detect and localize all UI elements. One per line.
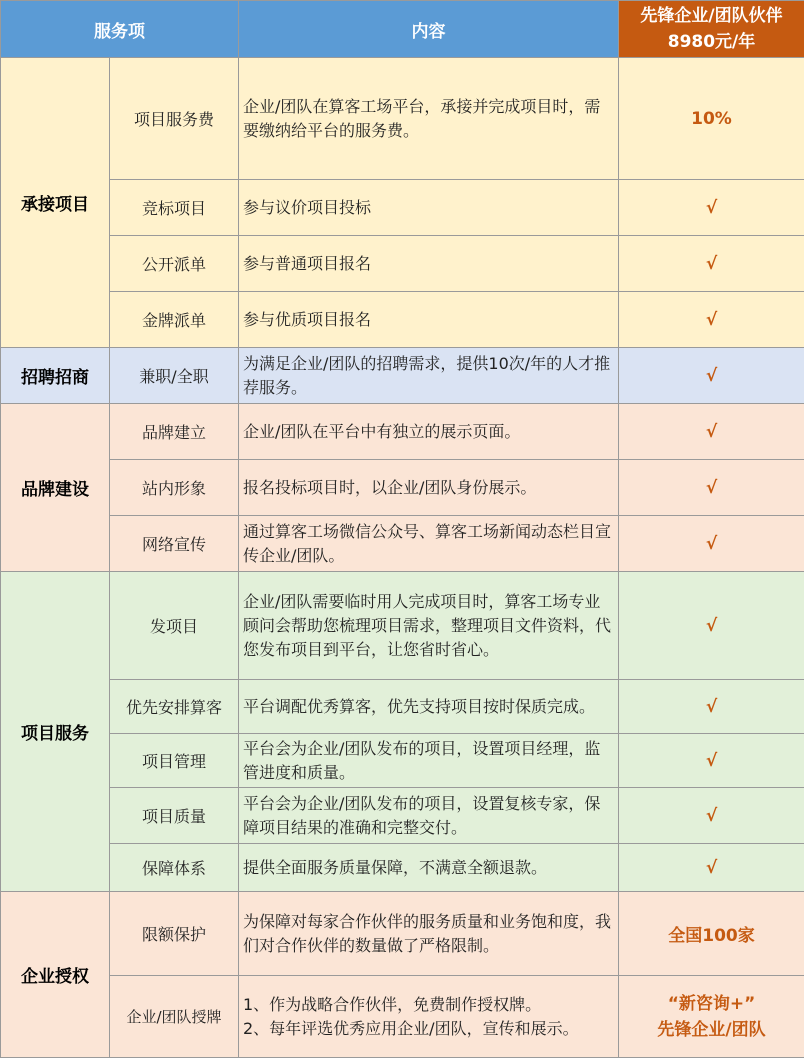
item-name: 优先安排算客 [110,680,239,734]
check-icon: √ [619,572,804,680]
value-line: 先锋企业/团队 [619,1017,804,1043]
check-icon: √ [619,680,804,734]
plan-name: 先锋企业/团队伙伴 [619,3,804,29]
item-desc: 为满足企业/团队的招聘需求，提供10次/年的人才推荐服务。 [239,348,619,404]
check-icon: √ [619,404,804,460]
table-row [1,788,804,844]
header-plan [619,1,804,58]
table-row [1,734,804,788]
table-row [1,516,804,572]
check-icon: √ [619,788,804,844]
item-name: 兼职/全职 [110,348,239,404]
item-desc: 通过算客工场微信公众号、算客工场新闻动态栏目宣传企业/团队。 [239,516,619,572]
category-cell: 承接项目 [1,58,110,348]
item-name: 竞标项目 [110,180,239,236]
table-row [1,976,804,1058]
item-desc: 企业/团队需要临时用人完成项目时，算客工场专业顾问会帮助您梳理项目需求，整理项目文件资料，代您发布项目到平台，让您省时省心。 [239,572,619,680]
table-row [1,844,804,892]
item-desc: 参与普通项目报名 [239,236,619,292]
header-content: 内容 [239,1,619,58]
item-value: 10% [619,58,804,180]
item-desc: 报名投标项目时，以企业/团队身份展示。 [239,460,619,516]
check-icon: √ [619,236,804,292]
check-icon: √ [619,180,804,236]
item-desc: 提供全面服务质量保障，不满意全额退款。 [239,844,619,892]
item-name: 项目质量 [110,788,239,844]
plan-price: 8980元/年 [619,29,804,55]
item-name: 限额保护 [110,892,239,976]
table-row [1,292,804,348]
table-row [1,892,804,976]
table-row [1,236,804,292]
item-name: 公开派单 [110,236,239,292]
item-name: 网络宣传 [110,516,239,572]
item-desc: 参与优质项目报名 [239,292,619,348]
desc-line: 2、每年评选优秀应用企业/团队，宣传和展示。 [243,1017,614,1041]
item-name: 项目管理 [110,734,239,788]
item-desc: 平台会为企业/团队发布的项目，设置复核专家，保障项目结果的准确和完整交付。 [239,788,619,844]
category-cell: 项目服务 [1,572,110,892]
item-desc: 平台会为企业/团队发布的项目，设置项目经理，监管进度和质量。 [239,734,619,788]
check-icon: √ [619,734,804,788]
check-icon: √ [619,348,804,404]
category-cell: 品牌建设 [1,404,110,572]
value-line: “新咨询+” [619,991,804,1017]
item-name: 品牌建立 [110,404,239,460]
item-name: 金牌派单 [110,292,239,348]
item-name: 发项目 [110,572,239,680]
header-row [1,1,804,58]
header-service: 服务项 [1,1,239,58]
item-desc: 平台调配优秀算客，优先支持项目按时保质完成。 [239,680,619,734]
item-name: 站内形象 [110,460,239,516]
table-row [1,348,804,404]
item-value: 全国100家 [619,892,804,976]
check-icon: √ [619,844,804,892]
item-desc: 企业/团队在算客工场平台，承接并完成项目时，需要缴纳给平台的服务费。 [239,58,619,180]
table-row [1,572,804,680]
table-row [1,58,804,180]
item-desc: 为保障对每家合作伙伴的服务质量和业务饱和度，我们对合作伙伴的数量做了严格限制。 [239,892,619,976]
table-row [1,404,804,460]
item-name: 项目服务费 [110,58,239,180]
item-name: 保障体系 [110,844,239,892]
category-cell: 企业授权 [1,892,110,1058]
item-value [619,976,804,1058]
table-row [1,680,804,734]
item-desc: 参与议价项目投标 [239,180,619,236]
check-icon: √ [619,460,804,516]
item-desc: 企业/团队在平台中有独立的展示页面。 [239,404,619,460]
item-desc [239,976,619,1058]
item-name: 企业/团队授牌 [110,976,239,1058]
desc-line: 1、作为战略合作伙伴，免费制作授权牌。 [243,993,614,1017]
table-row [1,460,804,516]
check-icon: √ [619,516,804,572]
check-icon: √ [619,292,804,348]
category-cell: 招聘招商 [1,348,110,404]
table-row [1,180,804,236]
